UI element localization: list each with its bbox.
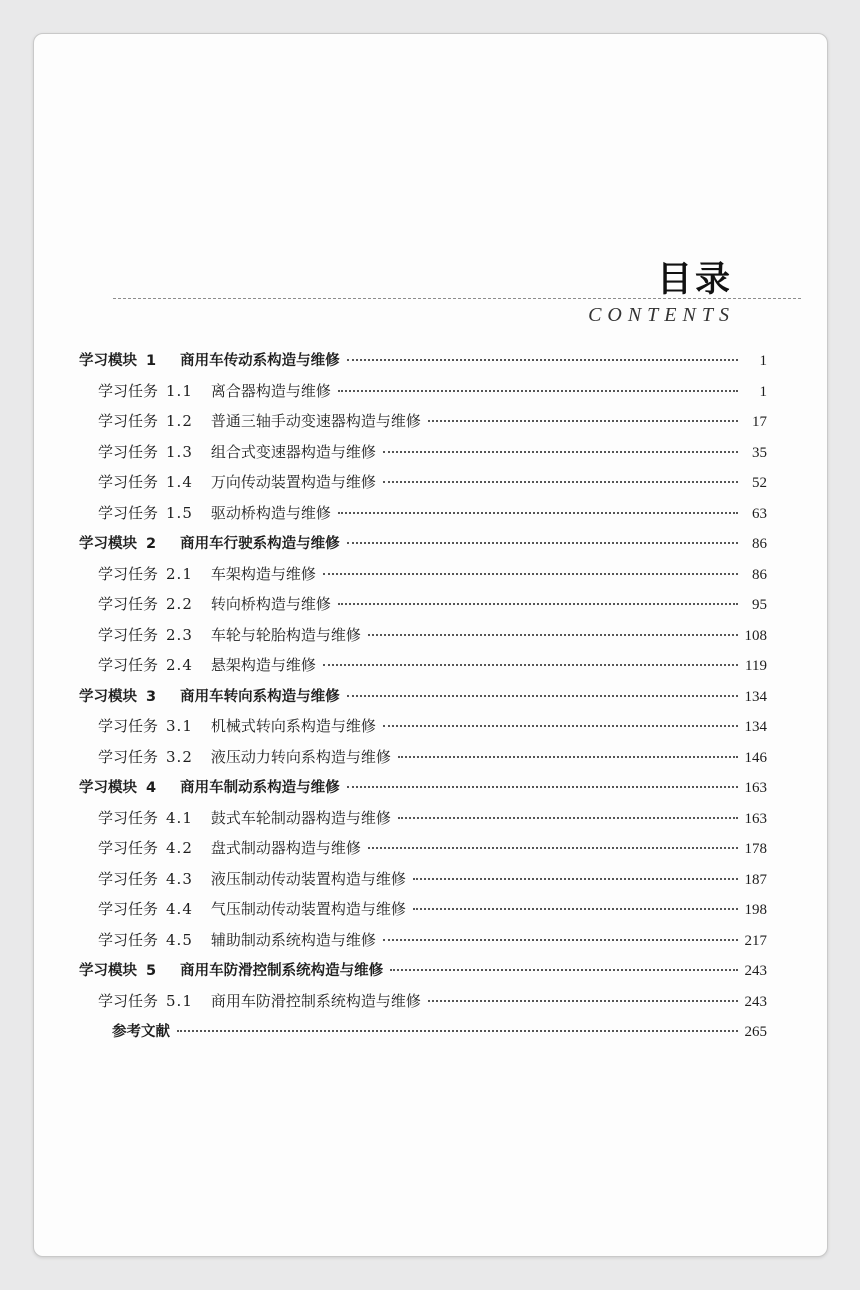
- entry-page-number: 134: [744, 719, 767, 735]
- dot-leader: [347, 359, 738, 361]
- entry-label: 学习任务: [98, 473, 159, 491]
- entry-number: 3: [146, 688, 157, 705]
- toc-task-entry: [79, 898, 767, 929]
- entry-label: 学习模块: [79, 353, 137, 369]
- entry-number: 1: [146, 353, 157, 369]
- toc-subtitle: CONTENTS: [588, 304, 735, 326]
- entry-title: 商用车传动系构造与维修: [180, 353, 340, 369]
- toc-task-entry: [79, 410, 767, 441]
- entry-label: 学习任务: [98, 869, 159, 888]
- toc-task-entry: [79, 837, 767, 868]
- entry-label: 学习模块: [79, 963, 137, 979]
- entry-number: 1.5: [166, 503, 193, 522]
- toc-module-entry: [79, 349, 767, 380]
- title-divider: [113, 298, 801, 299]
- toc-task-entry: [79, 471, 767, 502]
- entry-number: 1.3: [166, 442, 193, 461]
- entry-title: 悬架构造与维修: [210, 656, 316, 674]
- dot-leader: [383, 725, 738, 727]
- entry-label: 学习任务: [98, 503, 159, 522]
- entry-page-number: 119: [745, 658, 767, 674]
- dot-leader: [338, 390, 738, 392]
- entry-label: 学习模块: [79, 780, 137, 796]
- entry-number: 2.3: [166, 625, 193, 644]
- entry-title: 商用车制动系构造与维修: [180, 780, 340, 796]
- entry-number: 2.1: [166, 564, 193, 583]
- entry-page-number: 52: [752, 475, 767, 491]
- toc-task-entry: [79, 502, 767, 533]
- dot-leader: [368, 634, 738, 636]
- dot-leader: [428, 1000, 738, 1002]
- entry-title: 组合式变速器构造与维修: [210, 442, 376, 461]
- entry-title: 液压制动传动装置构造与维修: [210, 869, 406, 888]
- toc-task-entry: [79, 624, 767, 655]
- entry-number: 4.1: [166, 808, 193, 827]
- dot-leader: [368, 847, 738, 849]
- dot-leader: [413, 878, 738, 880]
- dot-leader: [338, 512, 738, 514]
- entry-page-number: 243: [744, 993, 767, 1010]
- entry-page-number: 163: [744, 780, 767, 796]
- entry-page-number: 265: [744, 1024, 767, 1040]
- entry-label: 学习模块: [79, 688, 137, 705]
- dot-leader: [347, 542, 738, 544]
- toc-task-entry: [79, 868, 767, 899]
- toc-module-entry: [79, 1020, 767, 1051]
- entry-title: 气压制动传动装置构造与维修: [210, 900, 406, 918]
- entry-title: 商用车转向系构造与维修: [180, 688, 340, 705]
- entry-title: 商用车行驶系构造与维修: [180, 536, 340, 552]
- dot-leader: [347, 786, 738, 788]
- toc-task-entry: [79, 929, 767, 960]
- toc-module-entry: [79, 685, 767, 716]
- entry-page-number: 134: [744, 688, 767, 705]
- entry-label: 学习任务: [98, 595, 159, 613]
- entry-number: 2.2: [166, 595, 193, 613]
- toc-task-entry: [79, 441, 767, 472]
- entry-page-number: 86: [752, 536, 767, 552]
- entry-title: 液压动力转向系构造与维修: [210, 747, 391, 766]
- entry-page-number: 1: [759, 383, 767, 400]
- entry-number: 3.1: [166, 717, 193, 735]
- entry-page-number: 243: [744, 963, 767, 979]
- entry-label: 学习模块: [79, 536, 137, 552]
- toc-task-entry: [79, 746, 767, 777]
- entry-title: 万向传动装置构造与维修: [210, 473, 376, 491]
- toc-module-entry: [79, 959, 767, 990]
- entry-page-number: 163: [744, 810, 767, 827]
- entry-page-number: 95: [752, 597, 767, 613]
- entry-number: 4: [146, 780, 157, 796]
- dot-leader: [323, 664, 738, 666]
- dot-leader: [177, 1030, 738, 1032]
- entry-number: 1.4: [166, 473, 193, 491]
- toc-task-entry: [79, 990, 767, 1021]
- entry-title: 盘式制动器构造与维修: [210, 839, 361, 857]
- entry-page-number: 178: [744, 841, 767, 857]
- dot-leader: [398, 817, 738, 819]
- toc-task-entry: [79, 593, 767, 624]
- toc-task-entry: [79, 380, 767, 411]
- entry-number: 4.2: [166, 839, 193, 857]
- entry-number: 2: [146, 536, 157, 552]
- entry-title: 机械式转向系构造与维修: [210, 717, 376, 735]
- entry-page-number: 146: [744, 749, 767, 766]
- dot-leader: [383, 481, 738, 483]
- entry-label: 学习任务: [98, 656, 159, 674]
- entry-label: 学习任务: [98, 564, 159, 583]
- entry-title: 转向桥构造与维修: [210, 595, 331, 613]
- entry-label: 学习任务: [98, 381, 159, 400]
- entry-title: 驱动桥构造与维修: [210, 503, 331, 522]
- entry-title: 车架构造与维修: [210, 564, 316, 583]
- entry-number: 4.4: [166, 900, 193, 918]
- entry-number: 1.1: [166, 381, 193, 400]
- entry-number: 4.5: [166, 930, 193, 949]
- entry-title: 辅助制动系统构造与维修: [210, 930, 376, 949]
- toc-module-entry: [79, 776, 767, 807]
- table-of-contents: [79, 349, 767, 1051]
- entry-title: 鼓式车轮制动器构造与维修: [210, 808, 391, 827]
- entry-page-number: 63: [752, 505, 767, 522]
- entry-page-number: 217: [744, 932, 767, 949]
- entry-title: 商用车防滑控制系统构造与维修: [180, 963, 384, 979]
- entry-label: 学习任务: [98, 839, 159, 857]
- dot-leader: [398, 756, 738, 758]
- entry-number: 5.1: [166, 991, 193, 1010]
- toc-module-entry: [79, 532, 767, 563]
- entry-title: 参考文献: [112, 1024, 170, 1040]
- dot-leader: [383, 939, 738, 941]
- entry-label: 学习任务: [98, 412, 159, 430]
- toc-task-entry: [79, 807, 767, 838]
- entry-label: 学习任务: [98, 900, 159, 918]
- entry-number: 2.4: [166, 656, 193, 674]
- toc-task-entry: [79, 654, 767, 685]
- entry-page-number: 17: [752, 414, 767, 430]
- dot-leader: [323, 573, 738, 575]
- entry-page-number: 108: [744, 627, 767, 644]
- entry-title: 普通三轴手动变速器构造与维修: [210, 412, 421, 430]
- entry-label: 学习任务: [98, 625, 159, 644]
- dot-leader: [383, 451, 738, 453]
- entry-number: 1.2: [166, 412, 193, 430]
- entry-page-number: 35: [752, 444, 767, 461]
- entry-page-number: 187: [744, 871, 767, 888]
- toc-title: 目录: [656, 259, 733, 300]
- dot-leader: [338, 603, 738, 605]
- entry-number: 4.3: [166, 869, 193, 888]
- entry-number: 5: [146, 963, 157, 979]
- dot-leader: [347, 695, 738, 697]
- dot-leader: [428, 420, 738, 422]
- entry-label: 学习任务: [98, 930, 159, 949]
- entry-number: 3.2: [166, 747, 193, 766]
- entry-label: 学习任务: [98, 991, 159, 1010]
- entry-label: 学习任务: [98, 808, 159, 827]
- dot-leader: [413, 908, 738, 910]
- entry-title: 车轮与轮胎构造与维修: [210, 625, 361, 644]
- entry-title: 商用车防滑控制系统构造与维修: [210, 991, 421, 1010]
- entry-label: 学习任务: [98, 717, 159, 735]
- entry-title: 离合器构造与维修: [210, 381, 331, 400]
- toc-task-entry: [79, 715, 767, 746]
- entry-page-number: 86: [752, 566, 767, 583]
- entry-label: 学习任务: [98, 442, 159, 461]
- entry-page-number: 1: [759, 353, 767, 369]
- toc-task-entry: [79, 563, 767, 594]
- entry-page-number: 198: [744, 902, 767, 918]
- entry-label: 学习任务: [98, 747, 159, 766]
- dot-leader: [390, 969, 737, 971]
